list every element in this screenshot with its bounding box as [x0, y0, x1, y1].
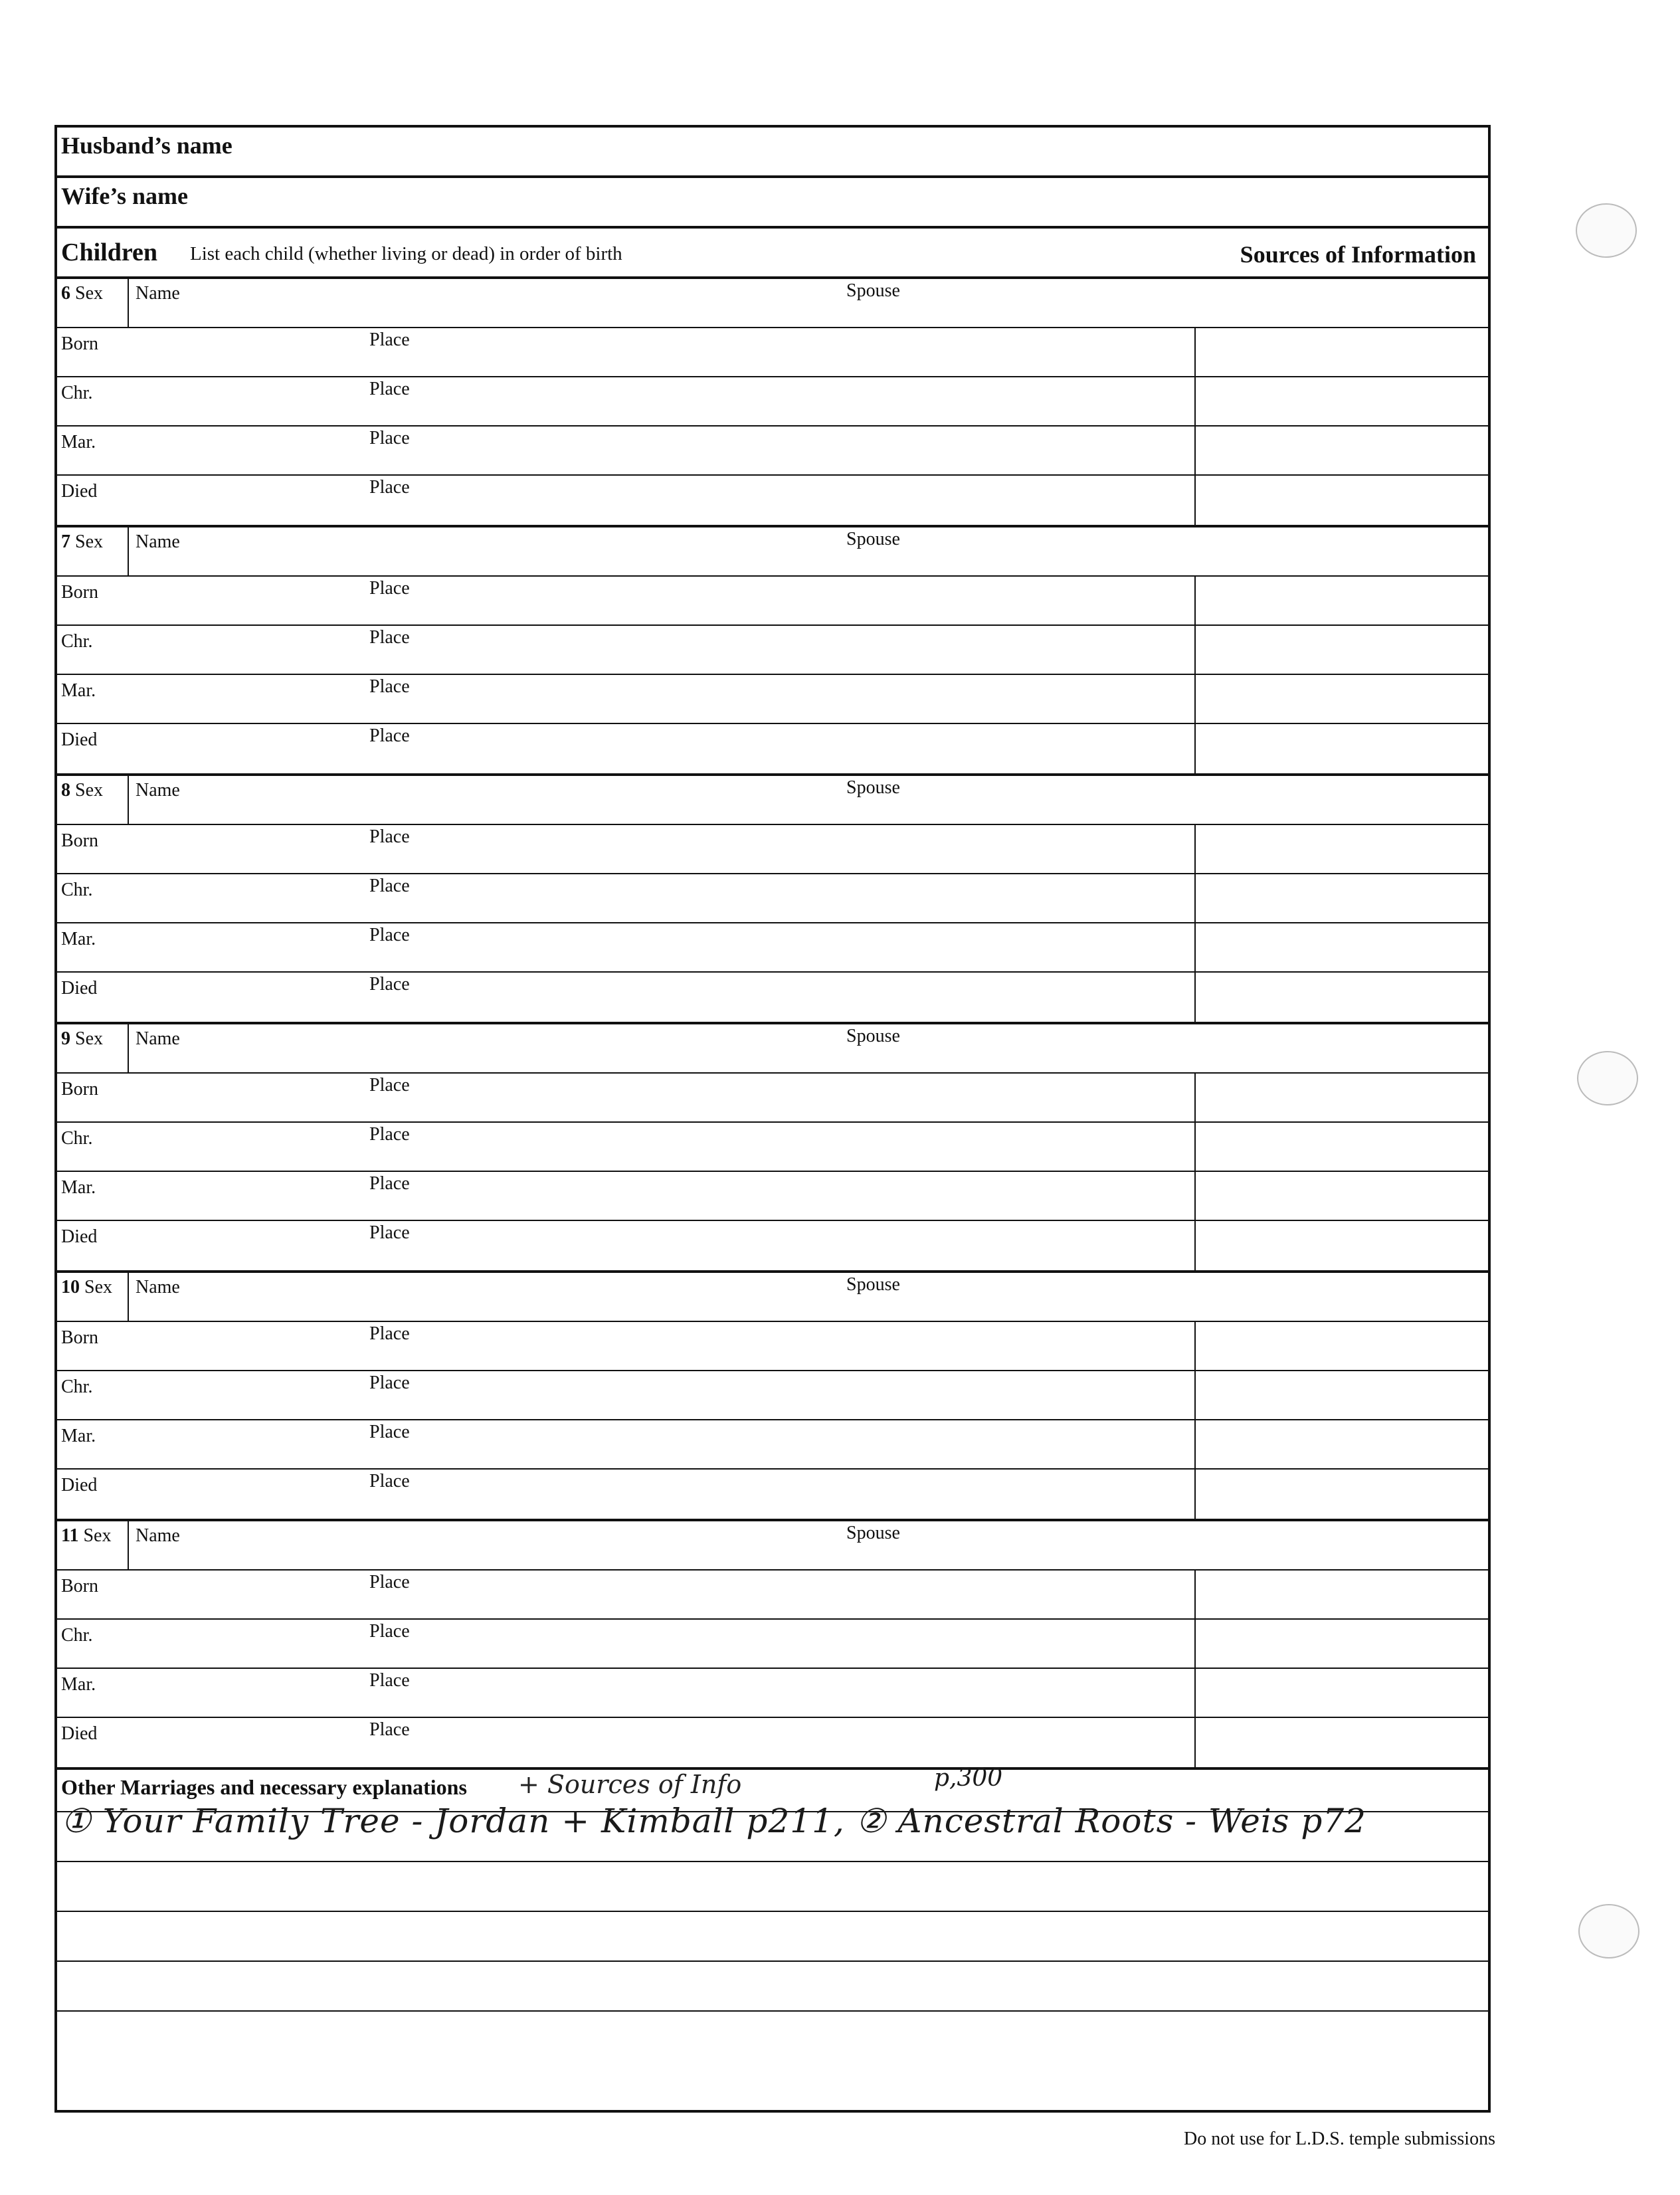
- source-cell[interactable]: [1194, 1620, 1196, 1668]
- place-label: Place: [369, 1173, 410, 1194]
- married-label: Mar.: [61, 1674, 96, 1695]
- died-row[interactable]: [57, 1470, 1488, 1519]
- handwritten-sources-note: + Sources of Info: [518, 1770, 742, 1799]
- name-label: Name: [136, 531, 180, 552]
- place-label: Place: [369, 725, 410, 746]
- sources-title: Sources of Information: [1240, 241, 1476, 268]
- children-title: Children: [61, 239, 158, 266]
- married-label: Mar.: [61, 1177, 96, 1198]
- child-number: [61, 1028, 103, 1050]
- children-instructions: List each child (whether living or dead) in order of birth: [190, 243, 622, 264]
- sex-label: Sex: [75, 780, 103, 801]
- christened-label: Chr.: [61, 631, 93, 652]
- name-label: Name: [136, 1525, 180, 1546]
- source-cell[interactable]: [1194, 724, 1196, 773]
- child-number-value: 11: [61, 1525, 79, 1546]
- christened-label: Chr.: [61, 880, 93, 900]
- place-label: Place: [369, 1373, 410, 1393]
- place-label: Place: [369, 1670, 410, 1691]
- name-label: Name: [136, 1277, 180, 1297]
- child-number: [61, 1277, 112, 1298]
- source-cell[interactable]: [1194, 1123, 1196, 1171]
- born-row[interactable]: [57, 1571, 1488, 1620]
- source-cell[interactable]: [1194, 1470, 1196, 1519]
- died-row[interactable]: [57, 724, 1488, 773]
- died-label: Died: [61, 1475, 98, 1495]
- christened-row[interactable]: [57, 1123, 1488, 1172]
- died-label: Died: [61, 1226, 98, 1247]
- married-label: Mar.: [61, 1426, 96, 1446]
- other-marriages-label: Other Marriages and necessary explanations: [61, 1775, 467, 1799]
- place-label: Place: [369, 1719, 410, 1740]
- child-block: [57, 1024, 1488, 1273]
- source-cell[interactable]: [1194, 328, 1196, 376]
- punch-hole-middle: [1577, 1051, 1638, 1105]
- child-block: [57, 527, 1488, 776]
- married-row[interactable]: [57, 427, 1488, 476]
- born-row[interactable]: [57, 1074, 1488, 1123]
- died-row[interactable]: [57, 1221, 1488, 1270]
- christened-row[interactable]: [57, 377, 1488, 427]
- wife-name-row[interactable]: [57, 178, 1488, 229]
- married-label: Mar.: [61, 432, 96, 452]
- source-cell[interactable]: [1194, 577, 1196, 624]
- born-row[interactable]: [57, 825, 1488, 874]
- spouse-label: Spouse: [846, 1274, 900, 1295]
- child-name-row[interactable]: [57, 279, 1488, 328]
- christened-row[interactable]: [57, 874, 1488, 923]
- punch-hole-top: [1576, 203, 1637, 258]
- handwritten-superscript: p,300: [934, 1765, 1003, 1792]
- born-label: Born: [61, 582, 98, 603]
- child-block: [57, 1273, 1488, 1521]
- spouse-label: Spouse: [846, 1026, 900, 1046]
- child-number: [61, 780, 103, 801]
- source-cell[interactable]: [1194, 1669, 1196, 1717]
- place-label: Place: [369, 578, 410, 599]
- source-cell[interactable]: [1194, 1420, 1196, 1468]
- married-label: Mar.: [61, 680, 96, 701]
- source-cell[interactable]: [1194, 1718, 1196, 1767]
- sex-label: Sex: [75, 1028, 103, 1049]
- child-block: [57, 776, 1488, 1024]
- christened-row[interactable]: [57, 1371, 1488, 1420]
- place-label: Place: [369, 1323, 410, 1344]
- child-number-value: 6: [61, 283, 70, 304]
- born-label: Born: [61, 334, 98, 354]
- married-row[interactable]: [57, 1669, 1488, 1718]
- place-label: Place: [369, 676, 410, 697]
- source-cell[interactable]: [1194, 825, 1196, 873]
- spouse-label: Spouse: [846, 1523, 900, 1543]
- husband-name-label: Husband’s name: [61, 132, 233, 159]
- place-label: Place: [369, 1124, 410, 1145]
- born-label: Born: [61, 830, 98, 851]
- child-name-row[interactable]: [57, 1521, 1488, 1571]
- died-label: Died: [61, 1723, 98, 1744]
- source-cell[interactable]: [1194, 1322, 1196, 1370]
- died-label: Died: [61, 729, 98, 750]
- family-group-form: [54, 125, 1491, 2113]
- child-block: [57, 279, 1488, 527]
- explanation-line[interactable]: [57, 1962, 1488, 2012]
- married-row[interactable]: [57, 1420, 1488, 1470]
- source-cell[interactable]: [1194, 923, 1196, 971]
- source-cell[interactable]: [1194, 1074, 1196, 1121]
- child-name-row[interactable]: [57, 1273, 1488, 1322]
- married-row[interactable]: [57, 675, 1488, 724]
- source-cell[interactable]: [1194, 1571, 1196, 1618]
- born-label: Born: [61, 1576, 98, 1596]
- spouse-label: Spouse: [846, 280, 900, 301]
- sex-field[interactable]: [57, 776, 129, 825]
- child-name-row[interactable]: [57, 776, 1488, 825]
- sex-field[interactable]: [57, 1024, 129, 1074]
- place-label: Place: [369, 1422, 410, 1442]
- born-row[interactable]: [57, 328, 1488, 377]
- name-label: Name: [136, 1028, 180, 1049]
- child-number-value: 9: [61, 1028, 70, 1049]
- place-label: Place: [369, 1621, 410, 1642]
- died-row[interactable]: [57, 1718, 1488, 1767]
- sex-label: Sex: [75, 283, 103, 304]
- explanation-line[interactable]: [57, 2012, 1488, 2061]
- source-cell[interactable]: [1194, 973, 1196, 1022]
- source-cell[interactable]: [1194, 1371, 1196, 1419]
- child-number-value: 7: [61, 531, 70, 552]
- born-row[interactable]: [57, 1322, 1488, 1371]
- place-label: Place: [369, 826, 410, 847]
- child-number: [61, 283, 103, 304]
- place-label: Place: [369, 627, 410, 648]
- died-row[interactable]: [57, 476, 1488, 525]
- children-list: [57, 279, 1488, 1770]
- married-row[interactable]: [57, 923, 1488, 973]
- sex-label: Sex: [84, 1277, 112, 1297]
- sex-field[interactable]: [57, 1521, 129, 1571]
- sex-field[interactable]: [57, 527, 129, 577]
- child-name-row[interactable]: [57, 527, 1488, 577]
- married-row[interactable]: [57, 1172, 1488, 1221]
- sex-field[interactable]: [57, 279, 129, 328]
- source-cell[interactable]: [1194, 874, 1196, 922]
- died-row[interactable]: [57, 973, 1488, 1022]
- died-label: Died: [61, 481, 98, 502]
- source-cell[interactable]: [1194, 427, 1196, 474]
- place-label: Place: [369, 1471, 410, 1491]
- source-cell[interactable]: [1194, 476, 1196, 525]
- source-cell[interactable]: [1194, 675, 1196, 723]
- christened-row[interactable]: [57, 1620, 1488, 1669]
- place-label: Place: [369, 1075, 410, 1096]
- child-number: [61, 1525, 111, 1547]
- source-cell[interactable]: [1194, 377, 1196, 425]
- christened-label: Chr.: [61, 1128, 93, 1149]
- child-name-row[interactable]: [57, 1024, 1488, 1074]
- wife-name-label: Wife’s name: [61, 183, 188, 209]
- place-label: Place: [369, 925, 410, 945]
- place-label: Place: [369, 876, 410, 896]
- born-label: Born: [61, 1079, 98, 1099]
- name-label: Name: [136, 780, 180, 801]
- christened-row[interactable]: [57, 626, 1488, 675]
- place-label: Place: [369, 379, 410, 399]
- name-label: Name: [136, 283, 180, 304]
- sex-label: Sex: [83, 1525, 112, 1546]
- place-label: Place: [369, 428, 410, 448]
- source-cell[interactable]: [1194, 1221, 1196, 1270]
- place-label: Place: [369, 1222, 410, 1243]
- place-label: Place: [369, 974, 410, 995]
- child-number-value: 8: [61, 780, 70, 801]
- punch-hole-bottom: [1578, 1904, 1639, 1958]
- christened-label: Chr.: [61, 1625, 93, 1646]
- married-label: Mar.: [61, 929, 96, 949]
- child-block: [57, 1521, 1488, 1770]
- born-row[interactable]: [57, 577, 1488, 626]
- husband-name-row[interactable]: [57, 128, 1488, 178]
- born-label: Born: [61, 1327, 98, 1348]
- explanation-line[interactable]: [57, 1912, 1488, 1962]
- child-number: [61, 531, 103, 553]
- source-cell[interactable]: [1194, 1172, 1196, 1220]
- christened-label: Chr.: [61, 1377, 93, 1397]
- source-cell[interactable]: [1194, 626, 1196, 674]
- handwritten-sources: ① Your Family Tree - Jordan + Kimball p211, ② Ancestral Roots - Weis p72: [61, 1802, 1366, 1840]
- children-header: [57, 229, 1488, 279]
- spouse-label: Spouse: [846, 777, 900, 798]
- sex-label: Sex: [75, 531, 103, 552]
- christened-label: Chr.: [61, 383, 93, 403]
- footer-note: Do not use for L.D.S. temple submissions: [1184, 2129, 1495, 2149]
- place-label: Place: [369, 1572, 410, 1592]
- died-label: Died: [61, 978, 98, 999]
- place-label: Place: [369, 477, 410, 498]
- explanation-line[interactable]: [57, 1862, 1488, 1912]
- sex-field[interactable]: [57, 1273, 129, 1322]
- child-number-value: 10: [61, 1277, 80, 1297]
- place-label: Place: [369, 330, 410, 350]
- spouse-label: Spouse: [846, 529, 900, 549]
- other-marriages-section: [57, 1765, 1488, 2061]
